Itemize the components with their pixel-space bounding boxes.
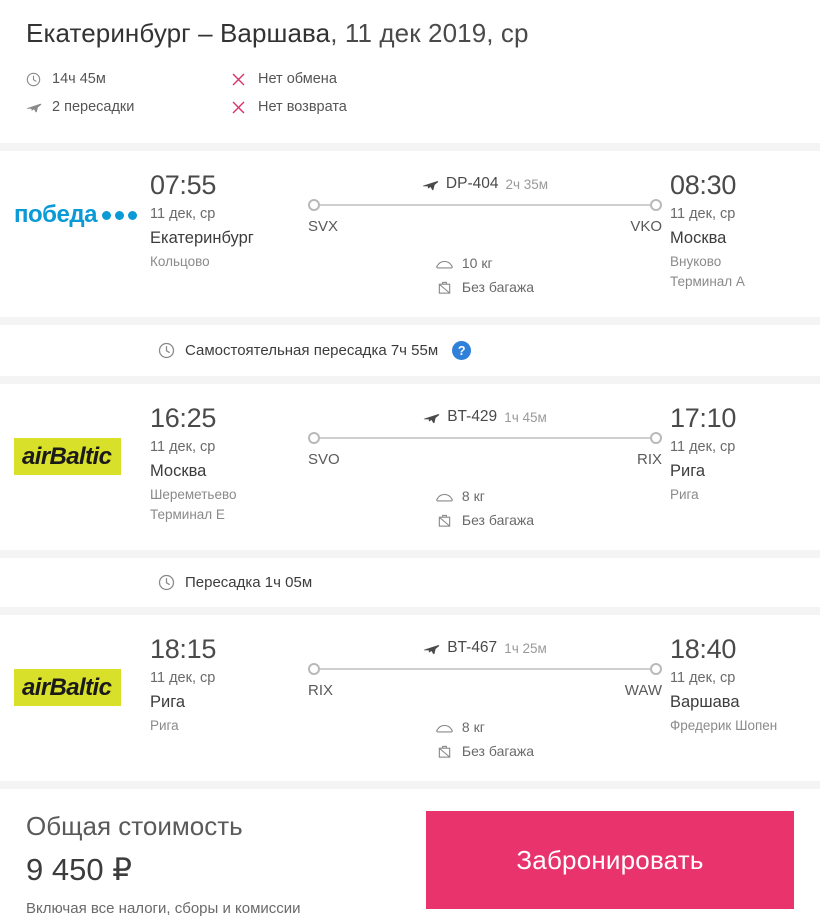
arrival-info <box>670 635 820 763</box>
section-separator <box>0 143 820 151</box>
plane-icon <box>423 409 440 426</box>
summary-no-refund <box>232 93 438 121</box>
transfer-row <box>0 558 820 607</box>
departure-terminal: Терминал E <box>150 506 225 522</box>
baggage-icon <box>436 720 454 734</box>
trip-summary <box>26 65 794 121</box>
clock-icon <box>26 72 52 87</box>
departure-time: 18:15 <box>150 634 217 664</box>
transfer-label: Самостоятельная пересадка 7ч 55м <box>185 342 439 359</box>
section-separator <box>0 781 820 789</box>
arrival-city: Москва <box>670 229 727 248</box>
plane-icon <box>422 176 439 193</box>
airbaltic-logo: airBaltic <box>14 438 121 475</box>
route-line <box>308 199 662 211</box>
page-title-route: Екатеринбург – Варшава <box>26 18 331 48</box>
arrival-time: 17:10 <box>670 403 737 433</box>
help-icon[interactable]: ? <box>452 341 471 360</box>
baggage-icon <box>436 489 454 503</box>
baggage-info <box>436 251 534 299</box>
route-endpoint-departure <box>308 663 320 675</box>
section-separator <box>0 317 820 325</box>
flight-segment <box>0 615 820 781</box>
airline-logo-cell <box>0 635 150 763</box>
flight-number: BT-429 <box>447 408 498 425</box>
airbaltic-logo: airBaltic <box>14 669 121 706</box>
itinerary-header <box>0 0 820 121</box>
checked-baggage-label: 8 кг <box>461 719 485 735</box>
plane-icon <box>423 640 440 657</box>
departure-code: RIX <box>308 682 334 699</box>
departure-time: 16:25 <box>150 403 217 433</box>
departure-airport: Рига <box>150 718 179 734</box>
arrival-time: 08:30 <box>670 170 737 200</box>
summary-no-refund-label: Нет возврата <box>258 99 347 115</box>
summary-stops <box>26 93 232 121</box>
pobeda-logo-text: победа <box>14 201 97 228</box>
departure-date: 11 дек, ср <box>150 439 216 456</box>
departure-info <box>150 635 300 763</box>
price-footer <box>0 789 820 917</box>
arrival-terminal: Терминал A <box>670 273 745 289</box>
flight-segment <box>0 384 820 550</box>
arrival-date: 11 дек, ср <box>670 439 736 456</box>
arrival-code: WAW <box>624 682 662 699</box>
route-endpoint-departure <box>308 199 320 211</box>
route-endpoint-arrival <box>650 663 662 675</box>
cross-icon <box>232 73 258 86</box>
departure-info <box>150 171 300 299</box>
departure-airport: Шереметьево <box>150 487 237 503</box>
baggage-info <box>436 715 534 763</box>
trip-summary-col-right <box>232 65 438 121</box>
route-line <box>308 663 662 675</box>
section-separator <box>0 376 820 384</box>
hand-baggage-row <box>436 739 534 763</box>
checked-baggage-row <box>436 715 534 739</box>
baggage-info <box>436 484 534 532</box>
flight-header <box>423 404 547 430</box>
flight-number: DP-404 <box>445 175 499 192</box>
section-separator <box>0 607 820 615</box>
flight-header <box>422 171 548 197</box>
flight-duration: 1ч 45м <box>504 409 547 425</box>
arrival-city: Варшава <box>670 693 740 712</box>
section-separator <box>0 550 820 558</box>
route-codes <box>308 682 662 699</box>
route-middle <box>300 404 670 532</box>
arrival-airport: Рига <box>670 487 699 503</box>
page-title <box>26 18 794 49</box>
departure-city: Екатеринбург <box>150 229 254 248</box>
flight-duration: 2ч 35м <box>505 176 549 192</box>
route-codes <box>308 451 662 468</box>
route-line-bar <box>320 437 650 439</box>
route-line <box>308 432 662 444</box>
flight-number: BT-467 <box>447 639 498 656</box>
hand-baggage-row <box>436 275 534 299</box>
price-value: 9 450 ₽ <box>26 852 132 887</box>
hand-baggage-label: Без багажа <box>461 743 535 759</box>
airline-logo-cell <box>0 404 150 532</box>
route-line-bar <box>320 668 650 670</box>
arrival-time: 18:40 <box>670 634 737 664</box>
no-baggage-icon <box>436 280 454 295</box>
route-line-bar <box>320 204 650 206</box>
arrival-airport: Внуково <box>670 254 722 270</box>
trip-summary-col-left <box>26 65 232 121</box>
page-title-date: , 11 дек 2019, ср <box>330 18 529 48</box>
summary-no-exchange <box>232 65 438 93</box>
pobeda-logo-dots <box>102 211 137 220</box>
route-endpoint-arrival <box>650 432 662 444</box>
hand-baggage-label: Без багажа <box>461 279 535 295</box>
plane-icon <box>26 99 52 115</box>
arrival-date: 11 дек, ср <box>670 206 736 223</box>
no-baggage-icon <box>436 513 454 528</box>
departure-date: 11 дек, ср <box>150 206 216 223</box>
hand-baggage-label: Без багажа <box>461 512 535 528</box>
arrival-date: 11 дек, ср <box>670 670 736 687</box>
arrival-airport: Фредерик Шопен <box>670 718 778 734</box>
arrival-city: Рига <box>670 462 706 481</box>
arrival-code: VKO <box>630 218 662 235</box>
flight-duration: 1ч 25м <box>504 640 547 656</box>
flight-segment <box>0 151 820 317</box>
departure-city: Москва <box>150 462 207 481</box>
summary-no-exchange-label: Нет обмена <box>258 71 337 87</box>
departure-info <box>150 404 300 532</box>
departure-date: 11 дек, ср <box>150 670 216 687</box>
cross-icon <box>232 101 258 114</box>
route-middle <box>300 171 670 299</box>
arrival-info <box>670 404 820 532</box>
clock-icon <box>158 342 175 359</box>
transfer-label: Пересадка 1ч 05м <box>185 574 313 591</box>
arrival-code: RIX <box>636 451 662 468</box>
transfer-row <box>0 325 820 376</box>
airline-logo-cell <box>0 171 150 299</box>
checked-baggage-row <box>436 484 534 508</box>
departure-time: 07:55 <box>150 170 217 200</box>
clock-icon <box>158 574 175 591</box>
departure-city: Рига <box>150 693 186 712</box>
no-baggage-icon <box>436 744 454 759</box>
route-middle <box>300 635 670 763</box>
departure-code: SVX <box>308 218 339 235</box>
price-block <box>26 811 426 917</box>
departure-airport: Кольцово <box>150 254 210 270</box>
price-label: Общая стоимость <box>26 811 243 841</box>
baggage-icon <box>436 256 454 270</box>
summary-stops-label: 2 пересадки <box>52 99 135 115</box>
pobeda-logo <box>14 201 137 229</box>
checked-baggage-label: 8 кг <box>461 488 485 504</box>
price-note: Включая все налоги, сборы и комиссии <box>26 900 301 917</box>
book-button[interactable]: Забронировать <box>426 811 794 909</box>
route-codes <box>308 218 662 235</box>
arrival-info <box>670 171 820 299</box>
route-endpoint-arrival <box>650 199 662 211</box>
departure-code: SVO <box>308 451 340 468</box>
checked-baggage-row <box>436 251 534 275</box>
checked-baggage-label: 10 кг <box>461 255 493 271</box>
route-endpoint-departure <box>308 432 320 444</box>
summary-duration <box>26 65 232 93</box>
hand-baggage-row <box>436 508 534 532</box>
flight-header <box>423 635 547 661</box>
summary-duration-label: 14ч 45м <box>52 71 106 87</box>
